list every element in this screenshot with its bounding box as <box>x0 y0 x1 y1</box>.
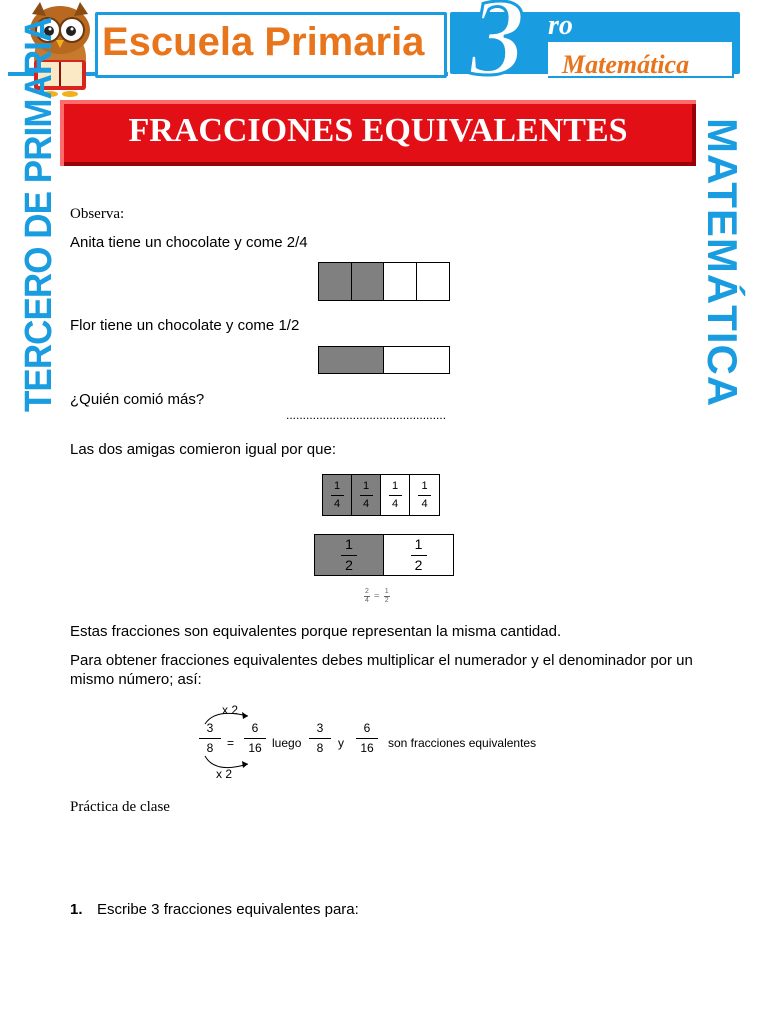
numerator: 6 <box>251 721 259 735</box>
denominator: 4 <box>362 497 370 510</box>
multiplier-top: x 2 <box>222 703 239 717</box>
numerator: 1 <box>391 480 399 493</box>
practice-title: Práctica de clase <box>70 799 170 815</box>
method-text: Para obtener fracciones equivalentes debes multiplicar el numerador y el denominador por un mismo número; así: <box>70 652 693 688</box>
flor-statement: Flor tiene un chocolate y come 1/2 <box>70 317 300 334</box>
answer-blank-line: ................................................ <box>286 408 447 422</box>
fraction-part-empty <box>384 535 453 575</box>
halves-fraction-bar <box>314 534 454 576</box>
denominator: 4 <box>391 497 399 510</box>
fraction-bar <box>389 495 402 496</box>
exercise-text: Escribe 3 fracciones equivalentes para: <box>97 901 359 918</box>
denominator: 8 <box>206 741 214 756</box>
fraction-bar <box>360 495 373 496</box>
fraction-part-shaded <box>323 475 352 515</box>
fraction-bar <box>244 738 266 739</box>
explanation-text: Estas fracciones son equivalentes porque representan la misma cantidad. <box>70 623 562 640</box>
fraction-part-shaded <box>315 535 384 575</box>
fraction-part-shaded <box>352 475 381 515</box>
fraction-bar <box>356 738 378 739</box>
fraction-three-eighths <box>198 722 222 755</box>
exercise-number: 1. <box>70 901 83 918</box>
observe-label: Observa: <box>70 206 125 222</box>
worked-example <box>190 700 570 782</box>
bar-part-empty <box>384 263 417 300</box>
fraction-part-empty <box>410 475 439 515</box>
anita-chocolate-bar <box>318 262 450 301</box>
equality-expression <box>364 588 390 604</box>
denominator: 16 <box>248 741 262 756</box>
denominator: 2 <box>414 556 423 573</box>
fraction-two-fourths <box>364 588 370 604</box>
denominator: 4 <box>333 497 341 510</box>
fraction-six-sixteenths-b <box>354 722 380 755</box>
bar-part-shaded <box>319 263 352 300</box>
fraction-six-sixteenths <box>242 722 268 755</box>
denominator: 2 <box>384 596 389 604</box>
fraction-one-half <box>384 588 390 604</box>
numerator: 1 <box>333 480 341 493</box>
denominator: 4 <box>365 596 369 604</box>
quarters-fraction-bar <box>322 474 440 516</box>
side-label-right: MATEMÁTICA <box>699 118 746 408</box>
page-title: FRACCIONES EQUIVALENTES <box>128 112 628 149</box>
numerator: 6 <box>363 721 371 735</box>
bar-part-empty <box>417 263 450 300</box>
denominator: 2 <box>345 556 353 573</box>
numerator: 3 <box>206 721 214 735</box>
school-name: Escuela Primaria <box>102 20 425 64</box>
anita-statement: Anita tiene un chocolate y come 2/4 <box>70 234 308 251</box>
fraction-part-empty <box>381 475 410 515</box>
numerator: 3 <box>316 721 324 735</box>
equals-sign: = <box>227 736 235 750</box>
numerator: 1 <box>421 480 428 493</box>
fraction-bar <box>411 555 427 556</box>
y-word: y <box>338 736 344 750</box>
numerator: 1 <box>414 536 423 553</box>
fraction-bar <box>309 738 331 739</box>
denominator: 8 <box>316 741 324 756</box>
fraction-bar <box>341 555 357 556</box>
fraction-bar <box>199 738 221 739</box>
side-label-left: TERCERO DE PRIMARIA <box>18 17 60 412</box>
numerator: 2 <box>365 588 369 595</box>
denominator: 4 <box>421 497 428 510</box>
bar-part-empty <box>384 347 449 373</box>
fraction-three-eighths-b <box>308 722 332 755</box>
grade-number: 3 <box>470 0 525 98</box>
multiplier-bottom: x 2 <box>216 767 233 781</box>
numerator: 1 <box>384 588 389 595</box>
fraction-bar <box>418 495 431 496</box>
denominator: 16 <box>360 741 374 756</box>
luego-word: luego <box>272 736 302 750</box>
fraction-bar <box>331 495 344 496</box>
subject-label: Matemática <box>562 50 690 79</box>
conclusion-text: son fracciones equivalentes <box>388 736 537 750</box>
numerator: 1 <box>345 536 353 553</box>
equals-sign: = <box>374 590 380 602</box>
bar-part-shaded <box>319 347 384 373</box>
reason-text: Las dos amigas comieron igual por que: <box>70 441 336 458</box>
bar-part-shaded <box>352 263 385 300</box>
question-text: ¿Quién comió más? <box>70 391 205 408</box>
numerator: 1 <box>362 480 370 493</box>
grade-suffix: ro <box>548 10 573 41</box>
flor-chocolate-bar <box>318 346 450 374</box>
